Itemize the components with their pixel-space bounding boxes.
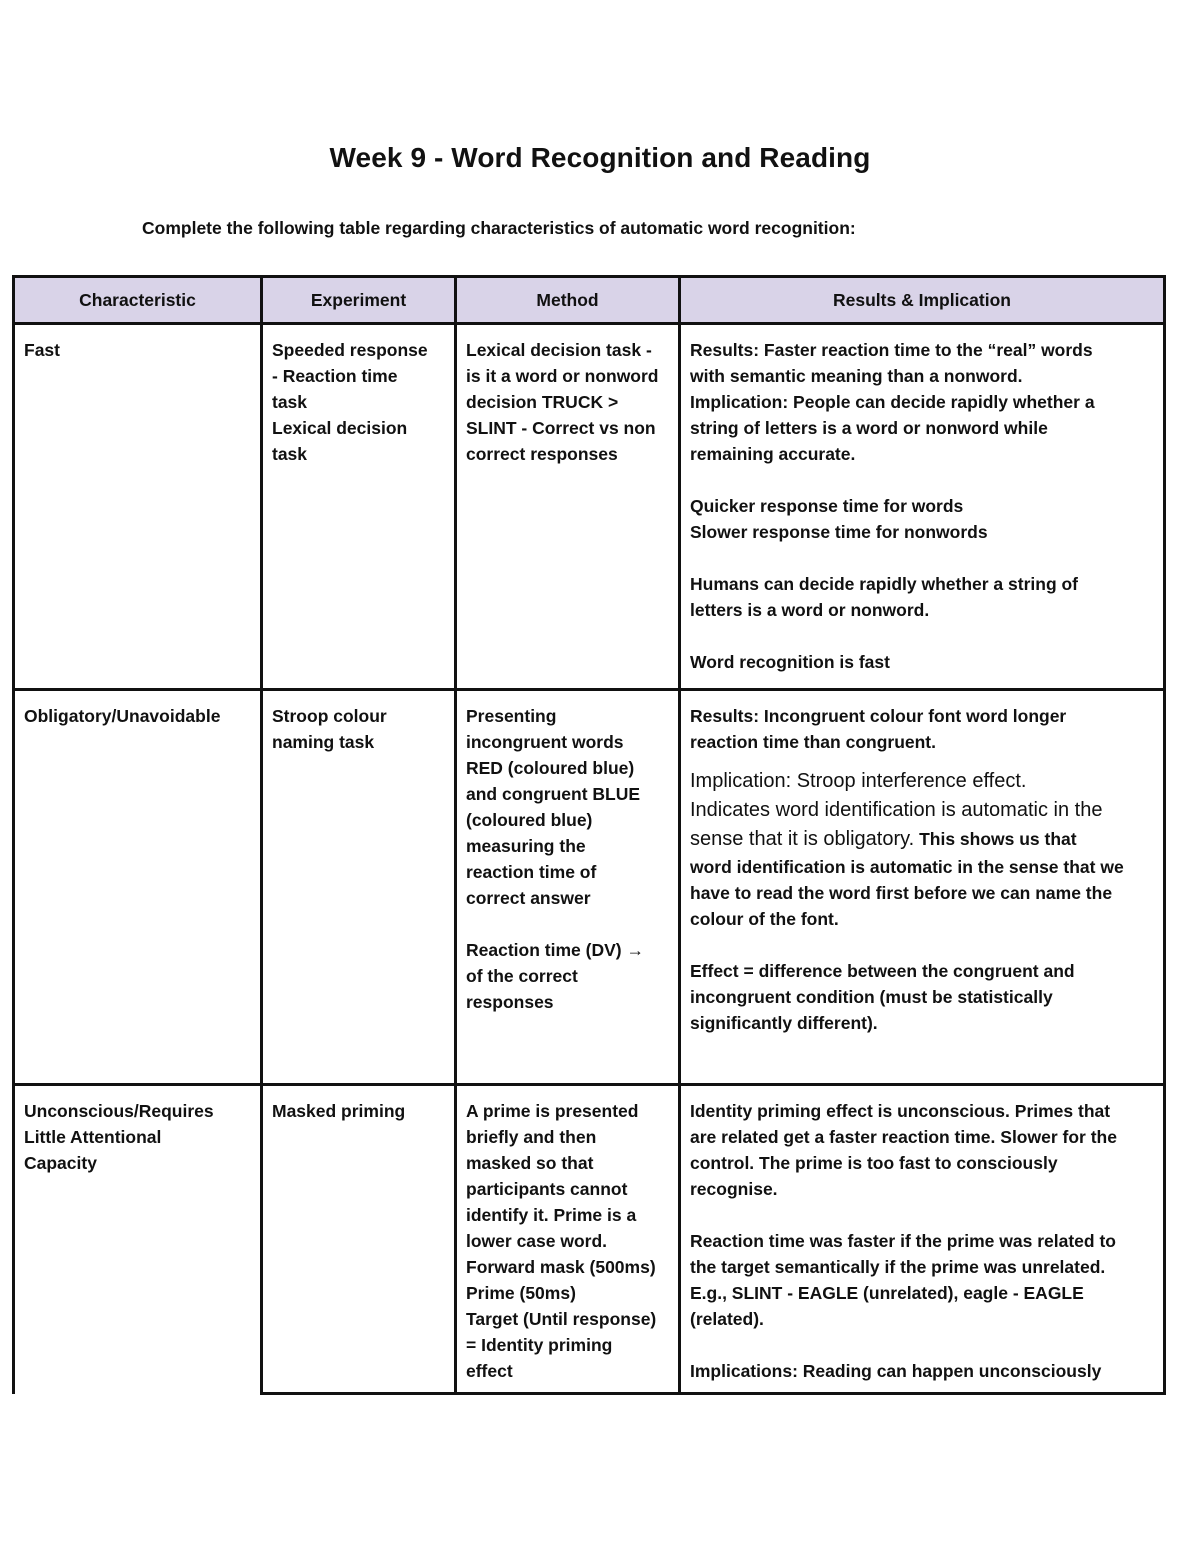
method-line: decision TRUCK > [466,392,619,412]
characteristics-table [12,275,1166,1395]
results-line: Effect = difference between the congruent and [690,961,1075,981]
experiment-line: - Reaction time [272,366,398,386]
results-line: Word recognition is fast [690,652,890,672]
results-line: sense that it is obligatory. [690,828,915,850]
method-line: correct responses [466,444,618,464]
results-line: incongruent condition (must be statistically [690,987,1053,1007]
results-line: Implications: Reading can happen unconsciously [690,1361,1102,1381]
experiment-line: task [272,392,308,412]
results-line: Results: Incongruent colour font word longer [690,706,1067,726]
results-line: letters is a word or nonword. [690,600,930,620]
method-line: effect [466,1361,513,1381]
characteristic-cell [14,690,262,1085]
method-line: (coloured blue) [466,810,593,830]
results-line: have to read the word first before we can name the [690,883,1113,903]
method-line: RED (coloured blue) [466,758,635,778]
method-line: Target (Until response) [466,1309,657,1329]
page-title: Week 9 - Word Recognition and Reading [329,142,871,173]
method-line: lower case word. [466,1231,608,1251]
instructions-text: Complete the following table regarding characteristics of automatic word recognition: [142,218,856,238]
characteristic-text: Fast [24,340,60,360]
results-line: colour of the font. [690,909,839,929]
method-line: of the correct [466,966,578,986]
results-line: string of letters is a word or nonword while [690,418,1048,438]
results-line: This shows us that [919,829,1077,849]
method-line: briefly and then [466,1127,597,1147]
table-row [14,324,1165,690]
characteristic-cell [14,1085,262,1394]
method-line: = Identity priming [466,1335,613,1355]
method-line: SLINT - Correct vs non [466,418,656,438]
header-method: Method [456,277,680,324]
method-cell [456,690,680,1085]
results-line: significantly different). [690,1013,878,1033]
results-line: (related). [690,1309,764,1329]
results-cell [680,690,1165,1085]
experiment-line: Speeded response [272,340,428,360]
header-results-implication: Results & Implication [680,277,1165,324]
results-line: with semantic meaning than a nonword. [690,366,1023,386]
characteristic-text: Capacity [24,1153,97,1173]
method-line: responses [466,992,554,1012]
method-line: A prime is presented [466,1101,639,1121]
method-line: is it a word or nonword [466,366,659,386]
results-line: Implication: People can decide rapidly whether a [690,392,1095,412]
results-cell [680,1085,1165,1394]
experiment-line: Masked priming [272,1101,406,1121]
characteristic-text: Obligatory/Unavoidable [24,706,221,726]
method-line: Lexical decision task - [466,340,652,360]
experiment-line: task [272,444,308,464]
results-line: word identification is automatic in the sense that we [690,857,1124,877]
characteristic-cell [14,324,262,690]
table-row [14,690,1165,1085]
results-line: Identity priming effect is unconscious. Primes that [690,1101,1111,1121]
results-line: reaction time than congruent. [690,732,936,752]
results-line: the target semantically if the prime was unrelated. [690,1257,1106,1277]
header-characteristic: Characteristic [14,277,262,324]
results-line: Reaction time was faster if the prime was related to [690,1231,1116,1251]
results-line: Implication: Stroop interference effect. [690,770,1027,792]
results-line: remaining accurate. [690,444,856,464]
characteristic-text: Unconscious/Requires [24,1101,214,1121]
method-line: Reaction time (DV) → [466,940,644,960]
method-line: measuring the [466,836,586,856]
experiment-cell [262,324,456,690]
results-line: are related get a faster reaction time. Slower for the [690,1127,1117,1147]
table-row [14,1085,1165,1394]
method-line: incongruent words [466,732,624,752]
method-line: and congruent BLUE [466,784,641,804]
method-line: Prime (50ms) [466,1283,576,1303]
results-line: Humans can decide rapidly whether a string of [690,574,1079,594]
results-line: Slower response time for nonwords [690,522,988,542]
experiment-line: naming task [272,732,375,752]
method-line: identify it. Prime is a [466,1205,637,1225]
method-line: participants cannot [466,1179,628,1199]
method-cell [456,1085,680,1394]
results-line: control. The prime is too fast to consciously [690,1153,1058,1173]
experiment-line: Lexical decision [272,418,408,438]
experiment-cell [262,690,456,1085]
results-line: E.g., SLINT - EAGLE (unrelated), eagle - EAGLE [690,1283,1084,1303]
method-line: Presenting [466,706,557,726]
method-line: masked so that [466,1153,594,1173]
results-cell [680,324,1165,690]
characteristic-text: Little Attentional [24,1127,162,1147]
method-line: correct answer [466,888,591,908]
results-line: recognise. [690,1179,778,1199]
results-line: Quicker response time for words [690,496,964,516]
results-line: Results: Faster reaction time to the “real” words [690,340,1093,360]
method-line: reaction time of [466,862,597,882]
experiment-line: Stroop colour [272,706,387,726]
method-line: Forward mask (500ms) [466,1257,656,1277]
results-line: Indicates word identification is automatic in the [690,799,1103,821]
table-header-row [14,277,1165,324]
header-experiment: Experiment [262,277,456,324]
method-cell [456,324,680,690]
experiment-cell [262,1085,456,1394]
